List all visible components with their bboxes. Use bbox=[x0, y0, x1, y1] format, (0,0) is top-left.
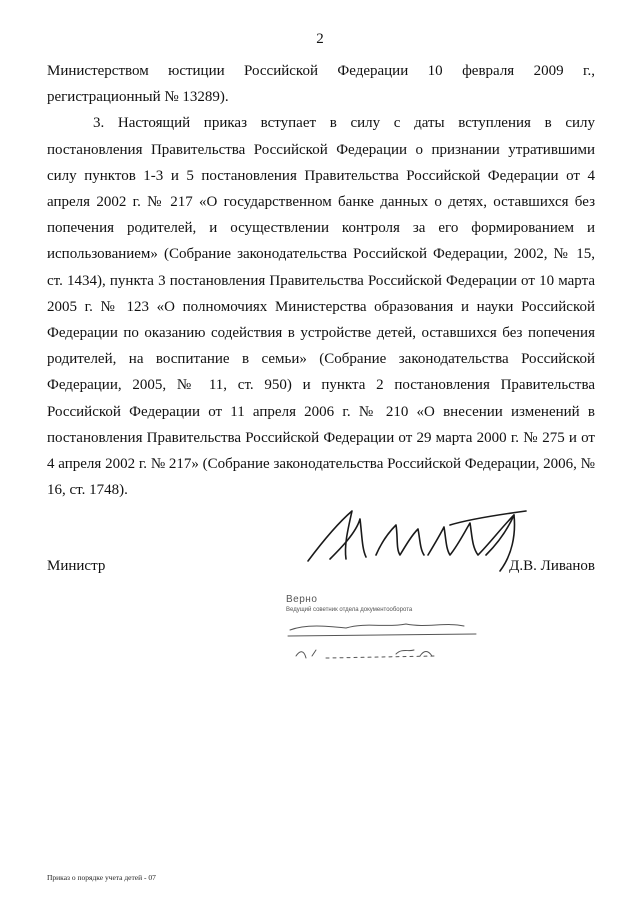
paragraph-effective-date: 3. Настоящий приказ вступает в силу с даты вступления в силу постановления Правительства Российской Федерации о признании утратившими силу пунктов 1-3 и 5 постановления Правительства Российской Федерации от 4 апреля 2002 г. № 217 «О государственном банке данных о детях, оставшихся без попечения родителей, и осуществлении контроля за его формированием и использованием» (Собрание законодательства Российской Федерации, 2002, № 15, ст. 1434), пункта 3 постановления Правительства Российской Федерации от 10 марта 2005 г. № 123 «О полномочиях Министерства образования и науки Российской Федерации по оказанию содействия в устройстве детей, оставшихся без попечения родителей, на воспитание в семьи» (Собрание законодательства Российской Федерации, 2005, № 11, ст. 950) и пункта 2 постановления Правительства Российской Федерации от 11 апреля 2006 г. № 210 «О внесении изменений в постановления Правительства Российской Федерации от 29 марта 2000 г. № 275 и от 4 апреля 2002 г. № 217» (Собрание законодательства Российской Федерации, 2006, № 16, ст. 1748). bbox=[47, 115, 595, 499]
page-number: 2 bbox=[316, 31, 324, 47]
stamp-verified-label: Верно bbox=[286, 594, 318, 605]
document-footer: Приказ о порядке учета детей - 07 bbox=[47, 873, 156, 882]
body-text bbox=[47, 58, 595, 503]
stamp-handwriting bbox=[286, 616, 486, 666]
paragraph-continuation: Министерством юстиции Российской Федерации 10 февраля 2009 г., регистрационный № 13289). bbox=[47, 63, 595, 106]
verification-stamp bbox=[286, 594, 486, 613]
signatory-name: Д.В. Ливанов bbox=[509, 558, 595, 574]
stamp-position-label: Ведущий советник отдела документооборота bbox=[286, 607, 413, 613]
signatory-title: Министр bbox=[47, 558, 106, 574]
